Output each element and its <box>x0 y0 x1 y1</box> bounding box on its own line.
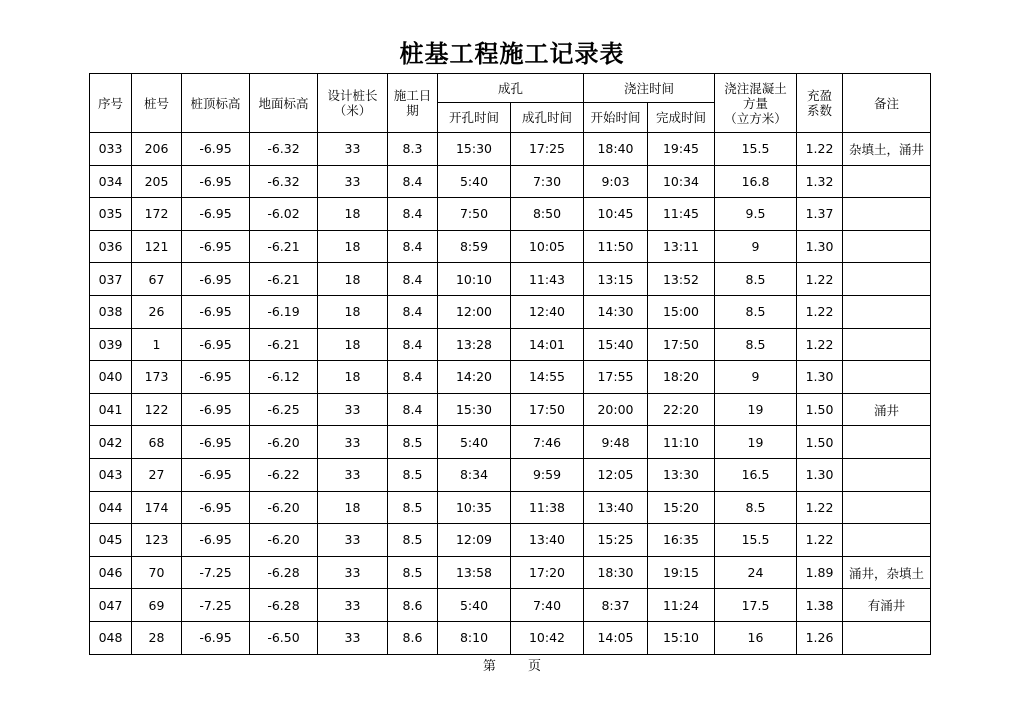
cell-ground-elevation: -6.25 <box>250 393 318 426</box>
cell-hole-finish: 7:40 <box>511 589 584 622</box>
cell-seq: 041 <box>90 393 132 426</box>
header-remark: 备注 <box>843 74 931 133</box>
cell-pile-top-elevation: -6.95 <box>182 165 250 198</box>
cell-seq: 043 <box>90 458 132 491</box>
cell-hole-start: 15:30 <box>438 133 511 166</box>
cell-fill-coefficient: 1.26 <box>797 621 843 654</box>
cell-pile-top-elevation: -6.95 <box>182 263 250 296</box>
cell-design-length: 18 <box>318 328 388 361</box>
cell-concrete-volume: 9 <box>715 230 797 263</box>
cell-remark <box>843 263 931 296</box>
cell-pour-finish: 11:24 <box>648 589 715 622</box>
table-row <box>90 133 931 166</box>
cell-date: 8.4 <box>388 361 438 394</box>
cell-hole-start: 13:58 <box>438 556 511 589</box>
cell-ground-elevation: -6.20 <box>250 491 318 524</box>
cell-hole-start: 5:40 <box>438 589 511 622</box>
cell-pour-finish: 13:52 <box>648 263 715 296</box>
cell-design-length: 18 <box>318 295 388 328</box>
cell-pour-start: 10:45 <box>584 198 648 231</box>
cell-date: 8.6 <box>388 621 438 654</box>
cell-design-length: 33 <box>318 458 388 491</box>
table-row <box>90 556 931 589</box>
cell-hole-start: 7:50 <box>438 198 511 231</box>
cell-pour-start: 12:05 <box>584 458 648 491</box>
cell-pile-no: 172 <box>132 198 182 231</box>
cell-pour-finish: 11:45 <box>648 198 715 231</box>
cell-design-length: 33 <box>318 524 388 557</box>
table-row <box>90 589 931 622</box>
cell-pour-start: 9:48 <box>584 426 648 459</box>
cell-date: 8.4 <box>388 165 438 198</box>
cell-seq: 034 <box>90 165 132 198</box>
pile-record-table <box>89 73 931 655</box>
cell-pour-start: 15:40 <box>584 328 648 361</box>
cell-hole-start: 8:34 <box>438 458 511 491</box>
table-row <box>90 361 931 394</box>
cell-date: 8.4 <box>388 198 438 231</box>
cell-remark <box>843 621 931 654</box>
cell-hole-finish: 14:55 <box>511 361 584 394</box>
cell-fill-coefficient: 1.22 <box>797 491 843 524</box>
table-row <box>90 458 931 491</box>
cell-design-length: 33 <box>318 133 388 166</box>
cell-pour-finish: 13:11 <box>648 230 715 263</box>
cell-concrete-volume: 8.5 <box>715 295 797 328</box>
cell-fill-coefficient: 1.89 <box>797 556 843 589</box>
cell-pile-top-elevation: -6.95 <box>182 621 250 654</box>
header-design-length <box>318 74 388 133</box>
cell-hole-start: 14:20 <box>438 361 511 394</box>
table-row <box>90 165 931 198</box>
cell-concrete-volume: 8.5 <box>715 491 797 524</box>
cell-fill-coefficient: 1.37 <box>797 198 843 231</box>
table-header <box>90 74 931 133</box>
cell-fill-coefficient: 1.22 <box>797 524 843 557</box>
cell-date: 8.4 <box>388 393 438 426</box>
cell-ground-elevation: -6.32 <box>250 133 318 166</box>
page-footer: 第 页 <box>482 659 542 674</box>
cell-pile-no: 68 <box>132 426 182 459</box>
cell-fill-coefficient: 1.50 <box>797 393 843 426</box>
cell-seq: 038 <box>90 295 132 328</box>
cell-design-length: 33 <box>318 621 388 654</box>
table-row <box>90 426 931 459</box>
cell-pour-finish: 11:10 <box>648 426 715 459</box>
cell-pour-finish: 15:10 <box>648 621 715 654</box>
header-design-length-line2: （米） <box>333 103 372 118</box>
cell-ground-elevation: -6.28 <box>250 556 318 589</box>
cell-fill-coefficient: 1.30 <box>797 361 843 394</box>
header-hole-finish: 成孔时间 <box>511 103 584 133</box>
cell-hole-finish: 10:42 <box>511 621 584 654</box>
cell-pour-start: 8:37 <box>584 589 648 622</box>
header-hole: 成孔 <box>438 74 584 103</box>
cell-pour-start: 11:50 <box>584 230 648 263</box>
cell-pile-top-elevation: -6.95 <box>182 524 250 557</box>
cell-fill-coefficient: 1.30 <box>797 458 843 491</box>
cell-pile-top-elevation: -6.95 <box>182 491 250 524</box>
cell-concrete-volume: 9.5 <box>715 198 797 231</box>
cell-pile-no: 174 <box>132 491 182 524</box>
table-row <box>90 393 931 426</box>
cell-concrete-volume: 16.8 <box>715 165 797 198</box>
cell-hole-finish: 17:50 <box>511 393 584 426</box>
cell-pile-no: 205 <box>132 165 182 198</box>
cell-concrete-volume: 8.5 <box>715 328 797 361</box>
cell-pile-top-elevation: -7.25 <box>182 589 250 622</box>
cell-hole-finish: 11:43 <box>511 263 584 296</box>
table-row <box>90 230 931 263</box>
cell-ground-elevation: -6.20 <box>250 524 318 557</box>
cell-pour-finish: 10:34 <box>648 165 715 198</box>
cell-design-length: 18 <box>318 361 388 394</box>
table-row <box>90 198 931 231</box>
cell-seq: 039 <box>90 328 132 361</box>
cell-ground-elevation: -6.19 <box>250 295 318 328</box>
cell-pour-start: 14:05 <box>584 621 648 654</box>
cell-pour-finish: 19:45 <box>648 133 715 166</box>
cell-hole-finish: 13:40 <box>511 524 584 557</box>
cell-fill-coefficient: 1.32 <box>797 165 843 198</box>
cell-fill-coefficient: 1.30 <box>797 230 843 263</box>
header-seq: 序号 <box>90 74 132 133</box>
cell-date: 8.5 <box>388 491 438 524</box>
header-date <box>388 74 438 133</box>
cell-fill-coefficient: 1.22 <box>797 133 843 166</box>
cell-hole-start: 15:30 <box>438 393 511 426</box>
cell-pour-finish: 13:30 <box>648 458 715 491</box>
cell-pour-finish: 16:35 <box>648 524 715 557</box>
cell-ground-elevation: -6.32 <box>250 165 318 198</box>
cell-pour-start: 13:15 <box>584 263 648 296</box>
cell-concrete-volume: 17.5 <box>715 589 797 622</box>
cell-hole-start: 8:59 <box>438 230 511 263</box>
cell-pour-start: 17:55 <box>584 361 648 394</box>
cell-fill-coefficient: 1.22 <box>797 263 843 296</box>
cell-concrete-volume: 8.5 <box>715 263 797 296</box>
table-row <box>90 295 931 328</box>
header-volume-line1: 浇注混凝土 <box>724 80 787 96</box>
header-date-line2: 期 <box>406 103 419 118</box>
header-hole-start: 开孔时间 <box>438 103 511 133</box>
cell-pile-no: 206 <box>132 133 182 166</box>
cell-hole-start: 8:10 <box>438 621 511 654</box>
cell-seq: 036 <box>90 230 132 263</box>
cell-seq: 037 <box>90 263 132 296</box>
cell-seq: 047 <box>90 589 132 622</box>
cell-concrete-volume: 15.5 <box>715 524 797 557</box>
table-row <box>90 621 931 654</box>
cell-pour-start: 18:40 <box>584 133 648 166</box>
cell-pile-top-elevation: -6.95 <box>182 361 250 394</box>
cell-hole-finish: 8:50 <box>511 198 584 231</box>
cell-seq: 042 <box>90 426 132 459</box>
cell-hole-start: 10:35 <box>438 491 511 524</box>
cell-hole-finish: 7:46 <box>511 426 584 459</box>
cell-date: 8.5 <box>388 556 438 589</box>
header-pour-start: 开始时间 <box>584 103 648 133</box>
cell-date: 8.5 <box>388 426 438 459</box>
cell-pile-top-elevation: -6.95 <box>182 328 250 361</box>
cell-concrete-volume: 9 <box>715 361 797 394</box>
cell-date: 8.4 <box>388 263 438 296</box>
cell-date: 8.4 <box>388 295 438 328</box>
cell-pile-no: 67 <box>132 263 182 296</box>
cell-seq: 044 <box>90 491 132 524</box>
cell-pile-no: 70 <box>132 556 182 589</box>
cell-seq: 040 <box>90 361 132 394</box>
cell-hole-finish: 10:05 <box>511 230 584 263</box>
cell-remark <box>843 230 931 263</box>
cell-fill-coefficient: 1.22 <box>797 328 843 361</box>
header-fill-coefficient <box>797 74 843 133</box>
cell-seq: 045 <box>90 524 132 557</box>
cell-pile-top-elevation: -6.95 <box>182 393 250 426</box>
cell-pile-no: 27 <box>132 458 182 491</box>
cell-ground-elevation: -6.22 <box>250 458 318 491</box>
cell-seq: 033 <box>90 133 132 166</box>
cell-pile-no: 123 <box>132 524 182 557</box>
cell-pour-start: 14:30 <box>584 295 648 328</box>
cell-ground-elevation: -6.12 <box>250 361 318 394</box>
cell-pile-no: 173 <box>132 361 182 394</box>
cell-hole-start: 5:40 <box>438 165 511 198</box>
cell-hole-finish: 17:25 <box>511 133 584 166</box>
cell-ground-elevation: -6.20 <box>250 426 318 459</box>
cell-remark <box>843 165 931 198</box>
header-pour-time: 浇注时间 <box>584 74 715 103</box>
cell-pile-no: 122 <box>132 393 182 426</box>
header-pile-no: 桩号 <box>132 74 182 133</box>
cell-remark <box>843 295 931 328</box>
cell-ground-elevation: -6.21 <box>250 230 318 263</box>
cell-design-length: 18 <box>318 198 388 231</box>
cell-concrete-volume: 16 <box>715 621 797 654</box>
cell-pour-start: 20:00 <box>584 393 648 426</box>
cell-date: 8.5 <box>388 458 438 491</box>
cell-pour-start: 13:40 <box>584 491 648 524</box>
header-fill-line2: 系数 <box>806 103 832 118</box>
cell-fill-coefficient: 1.22 <box>797 295 843 328</box>
cell-remark <box>843 198 931 231</box>
cell-pile-top-elevation: -7.25 <box>182 556 250 589</box>
header-date-line1: 施工日 <box>393 88 432 103</box>
cell-pile-top-elevation: -6.95 <box>182 426 250 459</box>
cell-design-length: 33 <box>318 426 388 459</box>
cell-pile-top-elevation: -6.95 <box>182 230 250 263</box>
cell-date: 8.3 <box>388 133 438 166</box>
cell-seq: 048 <box>90 621 132 654</box>
cell-hole-start: 5:40 <box>438 426 511 459</box>
cell-pour-finish: 15:20 <box>648 491 715 524</box>
header-design-length-line1: 设计桩长 <box>327 88 378 103</box>
cell-remark: 涌井，杂填土 <box>843 556 931 589</box>
cell-remark: 有涌井 <box>843 589 931 622</box>
cell-hole-start: 12:00 <box>438 295 511 328</box>
cell-pile-top-elevation: -6.95 <box>182 198 250 231</box>
cell-remark <box>843 426 931 459</box>
cell-seq: 046 <box>90 556 132 589</box>
cell-pile-top-elevation: -6.95 <box>182 133 250 166</box>
cell-pour-finish: 22:20 <box>648 393 715 426</box>
cell-design-length: 18 <box>318 491 388 524</box>
cell-hole-finish: 7:30 <box>511 165 584 198</box>
cell-pour-start: 9:03 <box>584 165 648 198</box>
cell-pile-no: 1 <box>132 328 182 361</box>
cell-design-length: 33 <box>318 589 388 622</box>
header-volume-line2: 方量 <box>742 95 768 111</box>
cell-concrete-volume: 16.5 <box>715 458 797 491</box>
table-body <box>90 133 931 655</box>
cell-pour-finish: 18:20 <box>648 361 715 394</box>
cell-remark <box>843 328 931 361</box>
cell-concrete-volume: 15.5 <box>715 133 797 166</box>
header-volume-line3: （立方米） <box>724 110 787 126</box>
cell-hole-start: 10:10 <box>438 263 511 296</box>
header-pile-top-elevation: 桩顶标高 <box>182 74 250 133</box>
cell-date: 8.4 <box>388 328 438 361</box>
cell-pile-no: 26 <box>132 295 182 328</box>
cell-pile-no: 69 <box>132 589 182 622</box>
header-concrete-volume <box>715 74 797 133</box>
cell-design-length: 33 <box>318 393 388 426</box>
cell-ground-elevation: -6.02 <box>250 198 318 231</box>
cell-remark <box>843 524 931 557</box>
cell-pour-start: 15:25 <box>584 524 648 557</box>
cell-pile-top-elevation: -6.95 <box>182 295 250 328</box>
cell-hole-start: 13:28 <box>438 328 511 361</box>
cell-pour-start: 18:30 <box>584 556 648 589</box>
cell-date: 8.5 <box>388 524 438 557</box>
cell-pile-no: 121 <box>132 230 182 263</box>
cell-remark <box>843 458 931 491</box>
page-title: 桩基工程施工记录表 <box>399 39 625 68</box>
cell-ground-elevation: -6.21 <box>250 328 318 361</box>
cell-ground-elevation: -6.50 <box>250 621 318 654</box>
cell-pile-no: 28 <box>132 621 182 654</box>
cell-hole-finish: 9:59 <box>511 458 584 491</box>
cell-ground-elevation: -6.28 <box>250 589 318 622</box>
cell-hole-start: 12:09 <box>438 524 511 557</box>
cell-seq: 035 <box>90 198 132 231</box>
cell-pour-finish: 19:15 <box>648 556 715 589</box>
cell-design-length: 33 <box>318 556 388 589</box>
cell-pour-finish: 17:50 <box>648 328 715 361</box>
cell-hole-finish: 12:40 <box>511 295 584 328</box>
header-fill-line1: 充盈 <box>806 88 832 103</box>
cell-ground-elevation: -6.21 <box>250 263 318 296</box>
table-row <box>90 328 931 361</box>
cell-design-length: 33 <box>318 165 388 198</box>
cell-date: 8.4 <box>388 230 438 263</box>
cell-pile-top-elevation: -6.95 <box>182 458 250 491</box>
cell-design-length: 18 <box>318 263 388 296</box>
cell-hole-finish: 14:01 <box>511 328 584 361</box>
cell-hole-finish: 17:20 <box>511 556 584 589</box>
cell-concrete-volume: 19 <box>715 393 797 426</box>
cell-fill-coefficient: 1.50 <box>797 426 843 459</box>
table-row <box>90 263 931 296</box>
cell-pour-finish: 15:00 <box>648 295 715 328</box>
cell-design-length: 18 <box>318 230 388 263</box>
table-row <box>90 524 931 557</box>
cell-date: 8.6 <box>388 589 438 622</box>
header-ground-elevation: 地面标高 <box>250 74 318 133</box>
header-pour-finish: 完成时间 <box>648 103 715 133</box>
cell-remark: 杂填土，涌井 <box>843 133 931 166</box>
cell-remark: 涌井 <box>843 393 931 426</box>
cell-concrete-volume: 19 <box>715 426 797 459</box>
cell-remark <box>843 361 931 394</box>
cell-concrete-volume: 24 <box>715 556 797 589</box>
cell-hole-finish: 11:38 <box>511 491 584 524</box>
cell-remark <box>843 491 931 524</box>
cell-fill-coefficient: 1.38 <box>797 589 843 622</box>
table-row <box>90 491 931 524</box>
